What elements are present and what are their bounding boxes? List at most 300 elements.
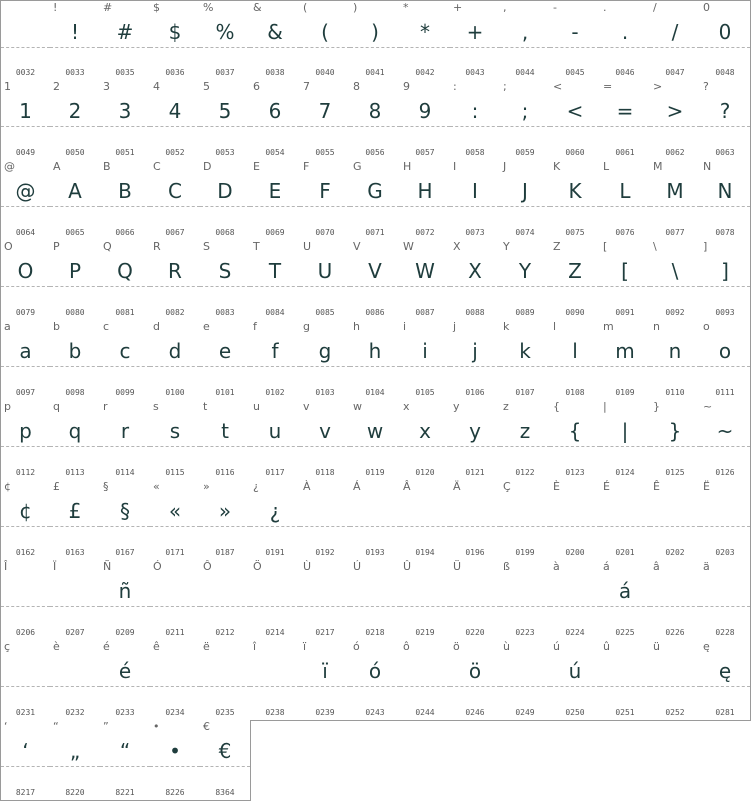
baseline-divider [300, 47, 350, 48]
glyph-cell [400, 560, 451, 641]
character-code: 0162 [15, 548, 36, 557]
baseline-divider [200, 526, 250, 527]
character-code: 0065 [65, 228, 85, 237]
character-code: 0243 [365, 708, 385, 717]
reference-character: ę [703, 640, 710, 653]
baseline-divider [500, 366, 550, 367]
glyph-cell [250, 400, 301, 481]
character-code: 0044 [515, 68, 535, 77]
reference-character: ~ [703, 400, 713, 413]
glyph-cell [600, 160, 651, 241]
glyph-cell [150, 480, 201, 561]
baseline-divider [250, 526, 300, 527]
baseline-divider [500, 606, 550, 607]
baseline-divider [700, 606, 750, 607]
character-code: 0211 [165, 628, 185, 637]
font-glyph-sample: B [118, 179, 132, 203]
glyph-cell [200, 240, 251, 321]
character-code: 0217 [315, 628, 335, 637]
glyph-cell [150, 400, 201, 481]
glyph-cell [200, 480, 251, 561]
glyph-cell [100, 640, 151, 721]
glyph-cell [0, 480, 51, 561]
glyph-cell [250, 640, 301, 721]
character-code: 0066 [115, 228, 135, 237]
reference-character: § [103, 480, 109, 493]
reference-character: o [703, 320, 710, 333]
reference-character: - [553, 1, 557, 14]
baseline-divider [100, 126, 150, 127]
baseline-divider [650, 47, 700, 48]
character-code: 0246 [465, 708, 485, 717]
character-code: 0073 [465, 228, 485, 237]
character-code: 0062 [665, 148, 685, 157]
baseline-divider [450, 606, 500, 607]
reference-character: + [453, 1, 463, 14]
baseline-divider [650, 526, 700, 527]
glyph-cell [100, 240, 151, 321]
glyph-cell [300, 400, 351, 481]
reference-character: ( [303, 1, 308, 14]
reference-character: Ü [453, 560, 462, 573]
baseline-divider [550, 126, 600, 127]
baseline-divider [1, 366, 50, 367]
font-glyph-sample: n [668, 339, 682, 363]
character-code: 0063 [715, 148, 735, 157]
reference-character: Î [4, 560, 8, 573]
reference-character: ” [103, 720, 109, 733]
font-glyph-sample: V [368, 259, 382, 283]
font-glyph-sample: b [68, 339, 82, 363]
font-glyph-sample: j [472, 339, 478, 363]
baseline-divider [300, 366, 350, 367]
reference-character: Ú [353, 560, 362, 573]
font-glyph-sample: K [568, 179, 582, 203]
glyph-cell [200, 560, 251, 641]
font-glyph-sample: 8 [368, 99, 382, 123]
character-code: 0251 [615, 708, 635, 717]
baseline-divider [600, 526, 650, 527]
character-code: 8221 [115, 788, 135, 797]
baseline-divider [600, 286, 650, 287]
font-glyph-sample: ę [718, 659, 732, 683]
glyph-cell [650, 320, 701, 401]
reference-character: Ê [653, 480, 660, 493]
baseline-divider [150, 606, 200, 607]
reference-character: ö [453, 640, 460, 653]
character-code: 0101 [215, 388, 235, 397]
character-code: 0043 [465, 68, 485, 77]
character-code: 0069 [265, 228, 285, 237]
font-glyph-sample: U [317, 259, 333, 283]
glyph-cell [500, 80, 551, 161]
font-glyph-sample: k [519, 339, 531, 363]
character-code: 0098 [65, 388, 85, 397]
reference-character: 8 [353, 80, 360, 93]
baseline-divider [1, 446, 50, 447]
glyph-cell [50, 160, 101, 241]
glyph-cell [450, 560, 501, 641]
glyph-cell [600, 320, 651, 401]
reference-character: ß [503, 560, 510, 573]
glyph-cell [650, 80, 701, 161]
character-code: 0121 [465, 468, 485, 477]
baseline-divider [100, 286, 150, 287]
font-glyph-sample: M [666, 179, 684, 203]
character-code: 0080 [65, 308, 85, 317]
baseline-divider [400, 526, 450, 527]
character-code: 0171 [165, 548, 185, 557]
reference-character: Ç [503, 480, 511, 493]
baseline-divider [1, 766, 50, 767]
reference-character: I [453, 160, 457, 173]
baseline-divider [50, 126, 100, 127]
baseline-divider [700, 686, 750, 687]
glyph-cell [500, 320, 551, 401]
reference-character: % [203, 1, 214, 14]
baseline-divider [150, 286, 200, 287]
glyph-cell [100, 80, 151, 161]
reference-character: € [203, 720, 210, 733]
reference-character: z [503, 400, 509, 413]
reference-character: U [303, 240, 312, 253]
character-code: 0057 [415, 148, 435, 157]
character-code: 0203 [715, 548, 735, 557]
character-code: 0235 [215, 708, 235, 717]
glyph-cell [450, 480, 501, 561]
baseline-divider [700, 206, 750, 207]
reference-character: : [453, 80, 457, 93]
reference-character: M [653, 160, 663, 173]
reference-character: ê [153, 640, 160, 653]
reference-character: } [653, 400, 660, 413]
reference-character: Y [503, 240, 510, 253]
font-glyph-sample: z [519, 419, 531, 443]
character-code: 0163 [65, 548, 85, 557]
font-glyph-sample: q [68, 419, 82, 443]
character-code: 0085 [315, 308, 335, 317]
font-glyph-sample: a [19, 339, 32, 363]
glyph-cell [450, 0, 501, 81]
glyph-cell [200, 0, 251, 81]
glyph-cell [650, 560, 701, 641]
glyph-cell [100, 320, 151, 401]
reference-character: X [453, 240, 461, 253]
character-code: 0081 [115, 308, 135, 317]
baseline-divider [50, 686, 100, 687]
character-code: 0281 [715, 708, 735, 717]
glyph-cell [350, 560, 401, 641]
font-glyph-sample: ~ [716, 419, 734, 443]
baseline-divider [200, 286, 250, 287]
character-code: 0103 [315, 388, 335, 397]
glyph-cell [50, 240, 101, 321]
baseline-divider [550, 446, 600, 447]
character-code: 8226 [165, 788, 185, 797]
character-code: 0035 [115, 68, 135, 77]
font-glyph-sample: * [420, 20, 430, 44]
glyph-cell [650, 160, 701, 241]
glyph-cell [700, 640, 751, 721]
reference-character: À [303, 480, 311, 493]
character-code: 0074 [515, 228, 535, 237]
glyph-cell [200, 640, 251, 721]
reference-character: c [103, 320, 110, 333]
reference-character: # [103, 1, 113, 14]
reference-character: ä [703, 560, 710, 573]
glyph-cell [250, 240, 301, 321]
font-glyph-sample: ; [521, 99, 529, 123]
baseline-divider [350, 47, 400, 48]
baseline-divider [1, 606, 50, 607]
baseline-divider [350, 126, 400, 127]
character-code: 0064 [15, 228, 36, 237]
character-code: 0112 [15, 468, 36, 477]
font-glyph-sample: ‘ [22, 739, 29, 763]
reference-character: î [253, 640, 257, 653]
baseline-divider [350, 606, 400, 607]
font-glyph-sample: < [566, 99, 584, 123]
reference-character: Á [353, 480, 361, 493]
font-glyph-sample: - [571, 20, 579, 44]
glyph-cell [300, 320, 351, 401]
character-code: 0032 [15, 68, 36, 77]
reference-character: { [553, 400, 560, 413]
glyph-cell [550, 0, 601, 81]
font-glyph-sample: t [221, 419, 229, 443]
character-code: 0199 [515, 548, 535, 557]
font-glyph-sample: N [717, 179, 733, 203]
baseline-divider [200, 446, 250, 447]
glyph-cell [650, 0, 701, 81]
glyph-cell [450, 320, 501, 401]
font-glyph-sample: 9 [418, 99, 432, 123]
glyph-cell [50, 400, 101, 481]
reference-character: u [253, 400, 260, 413]
baseline-divider [250, 286, 300, 287]
character-code: 0187 [215, 548, 235, 557]
reference-character: $ [153, 1, 160, 14]
character-code: 0097 [15, 388, 36, 397]
character-code: 0045 [565, 68, 585, 77]
glyph-cell [0, 720, 51, 801]
baseline-divider [650, 606, 700, 607]
baseline-divider [450, 686, 500, 687]
glyph-cell [0, 320, 51, 401]
glyph-cell [350, 80, 401, 161]
font-glyph-sample: 1 [19, 99, 32, 123]
baseline-divider [600, 686, 650, 687]
reference-character: e [203, 320, 210, 333]
font-glyph-sample: X [468, 259, 482, 283]
character-code: 0196 [465, 548, 485, 557]
character-code: 0036 [165, 68, 185, 77]
baseline-divider [650, 126, 700, 127]
character-code: 0250 [565, 708, 585, 717]
glyph-cell [450, 80, 501, 161]
character-code: 0041 [365, 68, 385, 77]
font-glyph-sample: / [671, 20, 679, 44]
baseline-divider [500, 686, 550, 687]
reference-character: ¢ [4, 480, 11, 493]
baseline-divider [200, 606, 250, 607]
glyph-cell [700, 400, 751, 481]
reference-character: £ [53, 480, 60, 493]
character-code: 0114 [115, 468, 135, 477]
reference-character: Q [103, 240, 112, 253]
reference-character: f [253, 320, 257, 333]
character-code: 0102 [265, 388, 285, 397]
font-glyph-sample: x [419, 419, 431, 443]
glyph-cell [300, 640, 351, 721]
character-code: 0117 [265, 468, 285, 477]
reference-character: V [353, 240, 361, 253]
glyph-cell [350, 240, 401, 321]
character-code: 0049 [15, 148, 36, 157]
font-glyph-sample: 3 [118, 99, 132, 123]
character-code: 0068 [215, 228, 235, 237]
font-glyph-sample: G [367, 179, 383, 203]
baseline-divider [450, 126, 500, 127]
baseline-divider [150, 446, 200, 447]
font-glyph-sample: F [319, 179, 331, 203]
baseline-divider [250, 366, 300, 367]
glyph-cell [400, 160, 451, 241]
glyph-cell [600, 560, 651, 641]
character-code: 0194 [415, 548, 435, 557]
reference-character: 6 [253, 80, 260, 93]
glyph-cell [100, 0, 151, 81]
character-code: 8364 [215, 788, 235, 797]
baseline-divider [200, 47, 250, 48]
glyph-cell [250, 0, 301, 81]
font-glyph-sample: O [17, 259, 34, 283]
font-glyph-sample: § [120, 499, 130, 523]
reference-character: 7 [303, 80, 310, 93]
baseline-divider [300, 126, 350, 127]
glyph-cell [200, 320, 251, 401]
glyph-cell [50, 720, 101, 801]
character-code: 0119 [365, 468, 385, 477]
baseline-divider [50, 526, 100, 527]
character-code: 0234 [165, 708, 185, 717]
baseline-divider [450, 526, 500, 527]
reference-character: ; [503, 80, 507, 93]
baseline-divider [350, 526, 400, 527]
glyph-cell [150, 560, 201, 641]
glyph-cell [500, 400, 551, 481]
glyph-cell [0, 160, 51, 241]
font-glyph-sample: } [668, 419, 682, 443]
baseline-divider [450, 47, 500, 48]
glyph-cell [550, 400, 601, 481]
reference-character: Ó [153, 560, 162, 573]
character-code: 0048 [715, 68, 735, 77]
baseline-divider [1, 686, 50, 687]
baseline-divider [250, 126, 300, 127]
reference-character: > [653, 80, 663, 93]
baseline-divider [550, 366, 600, 367]
glyph-cell [300, 0, 351, 81]
glyph-cell [200, 80, 251, 161]
baseline-divider [700, 526, 750, 527]
font-glyph-sample: á [618, 579, 632, 603]
font-glyph-sample: ï [322, 659, 328, 683]
baseline-divider [400, 126, 450, 127]
font-glyph-sample: e [218, 339, 232, 363]
character-code: 0105 [415, 388, 435, 397]
glyph-cell [100, 720, 151, 801]
glyph-cell [100, 560, 151, 641]
glyph-cell [600, 80, 651, 161]
baseline-divider [500, 526, 550, 527]
reference-character: P [53, 240, 60, 253]
character-code: 0233 [115, 708, 135, 717]
character-code: 0226 [665, 628, 685, 637]
baseline-divider [450, 206, 500, 207]
font-glyph-sample: « [168, 499, 182, 523]
character-code: 0051 [115, 148, 135, 157]
reference-character: k [503, 320, 510, 333]
reference-character: s [153, 400, 159, 413]
font-glyph-sample: R [168, 259, 182, 283]
reference-character: E [253, 160, 260, 173]
character-code: 0107 [515, 388, 535, 397]
character-code: 0087 [415, 308, 435, 317]
reference-character: @ [4, 160, 15, 173]
baseline-divider [600, 126, 650, 127]
character-code: 0231 [15, 708, 36, 717]
character-code: 0086 [365, 308, 385, 317]
reference-character: w [353, 400, 362, 413]
font-glyph-sample: ñ [118, 579, 132, 603]
glyph-cell [500, 480, 551, 561]
reference-character: p [4, 400, 11, 413]
glyph-cell [650, 240, 701, 321]
reference-character: á [603, 560, 610, 573]
character-code: 0200 [565, 548, 585, 557]
baseline-divider [150, 526, 200, 527]
baseline-divider [100, 606, 150, 607]
baseline-divider [350, 446, 400, 447]
baseline-divider [650, 206, 700, 207]
baseline-divider [400, 606, 450, 607]
character-code: 0061 [615, 148, 635, 157]
character-code: 0201 [615, 548, 635, 557]
character-code: 0125 [665, 468, 685, 477]
glyph-cell [400, 400, 451, 481]
character-code: 0084 [265, 308, 285, 317]
glyph-cell [600, 0, 651, 81]
reference-character: Ë [703, 480, 710, 493]
glyph-cell [600, 400, 651, 481]
character-code: 0050 [65, 148, 85, 157]
baseline-divider [50, 286, 100, 287]
glyph-cell [700, 160, 751, 241]
font-glyph-sample: # [116, 20, 134, 44]
baseline-divider [650, 686, 700, 687]
baseline-divider [500, 206, 550, 207]
reference-character: G [353, 160, 362, 173]
reference-character: r [103, 400, 108, 413]
baseline-divider [550, 526, 600, 527]
reference-character: Ï [53, 560, 57, 573]
baseline-divider [250, 47, 300, 48]
character-code: 0225 [615, 628, 635, 637]
baseline-divider [600, 446, 650, 447]
character-code: 0055 [315, 148, 335, 157]
reference-character: Ñ [103, 560, 112, 573]
